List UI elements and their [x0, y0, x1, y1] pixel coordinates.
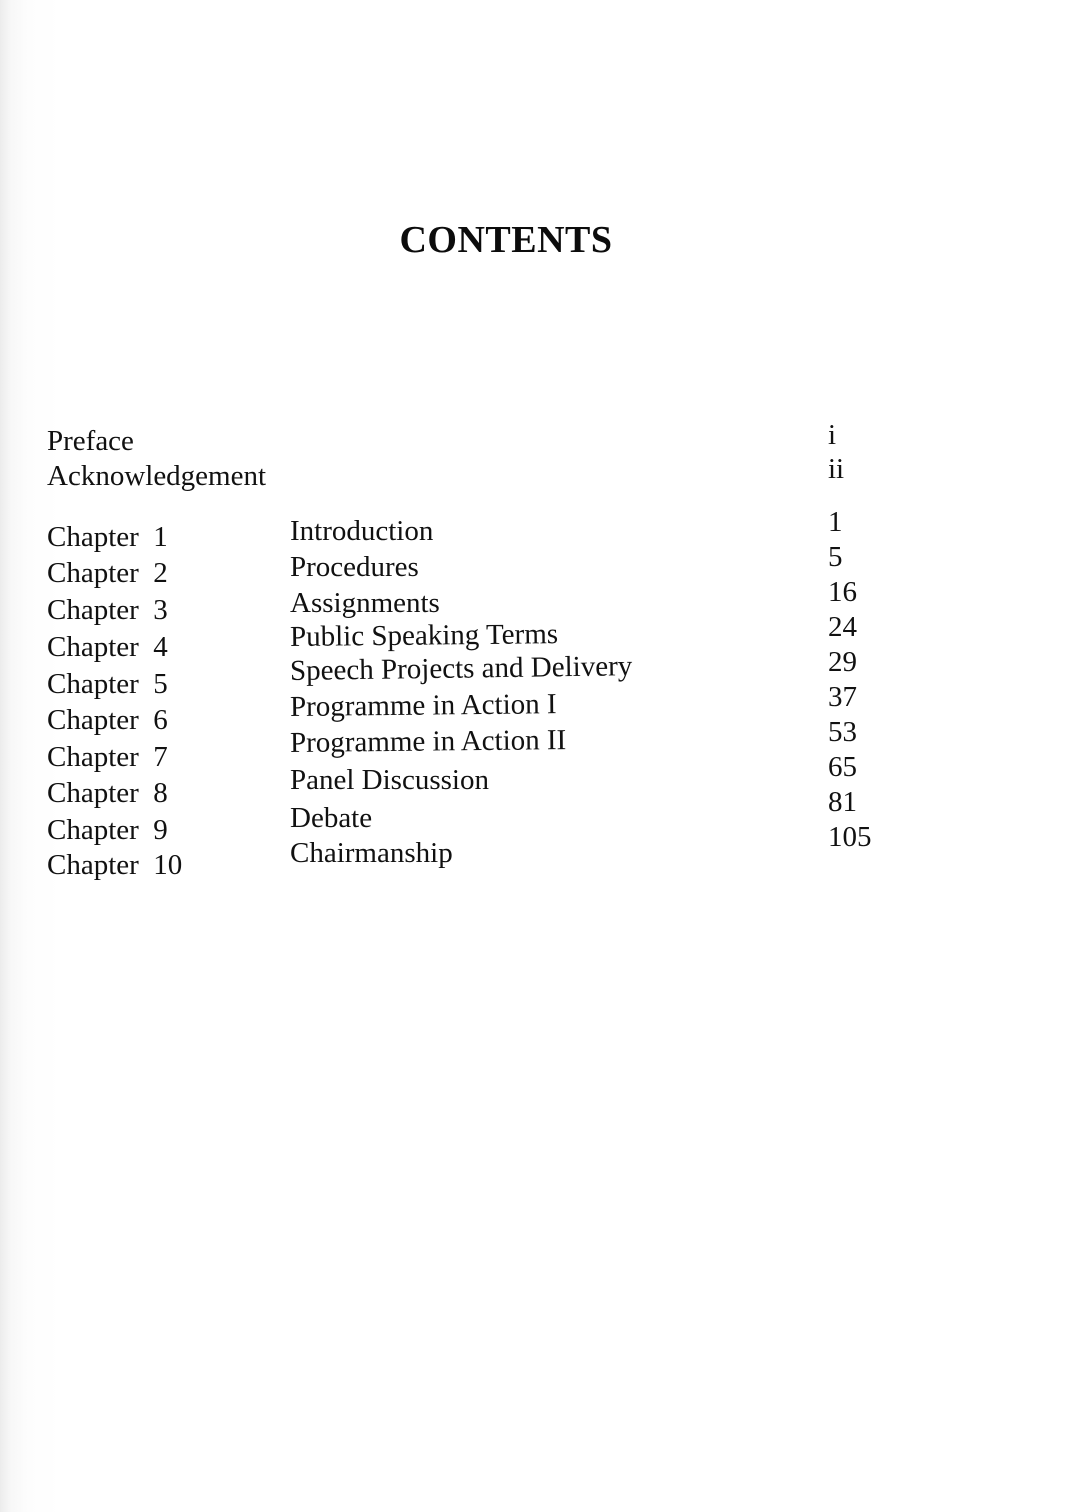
chapter-title: Panel Discussion	[290, 764, 489, 796]
chapter-title: Procedures	[290, 551, 419, 583]
chapter-page: 37	[828, 681, 857, 713]
page-title: CONTENTS	[399, 219, 613, 261]
chapter-label: Chapter 9	[47, 814, 168, 846]
toc-entry-acknowledgement: Acknowledgement	[47, 460, 267, 492]
chapter-label: Chapter 4	[47, 631, 168, 663]
toc-page-acknowledgement: ii	[828, 453, 845, 485]
chapter-title: Debate	[290, 802, 373, 834]
chapter-label: Chapter 8	[47, 777, 168, 809]
chapter-label: Chapter 1	[47, 521, 168, 553]
chapter-label: Chapter 3	[47, 594, 168, 626]
chapter-page: 65	[828, 751, 857, 783]
chapter-title: Introduction	[290, 515, 434, 547]
chapter-page: 81	[828, 786, 857, 818]
chapter-label: Chapter 5	[47, 668, 168, 700]
chapter-page: 29	[828, 646, 857, 678]
chapter-label: Chapter 10	[47, 849, 183, 881]
chapter-page: 16	[828, 576, 857, 608]
chapter-title: Chairmanship	[290, 837, 453, 869]
chapter-title: Assignments	[290, 587, 440, 619]
chapter-label: Chapter 6	[47, 704, 168, 736]
chapter-label: Chapter 2	[47, 557, 168, 589]
chapter-page: 53	[828, 716, 857, 748]
chapter-page: 1	[828, 506, 843, 538]
chapter-title: Public Speaking Terms	[289, 618, 559, 653]
chapter-page: 24	[828, 611, 857, 643]
chapter-page: 5	[828, 541, 843, 573]
chapter-title: Speech Projects and Delivery	[289, 650, 633, 687]
toc-page-preface: i	[828, 419, 837, 451]
chapter-title: Programme in Action II	[289, 724, 567, 759]
chapter-title: Programme in Action I	[289, 688, 557, 723]
chapter-page: 105	[828, 821, 872, 853]
chapter-label: Chapter 7	[47, 741, 168, 773]
toc-entry-preface: Preface	[47, 425, 134, 457]
